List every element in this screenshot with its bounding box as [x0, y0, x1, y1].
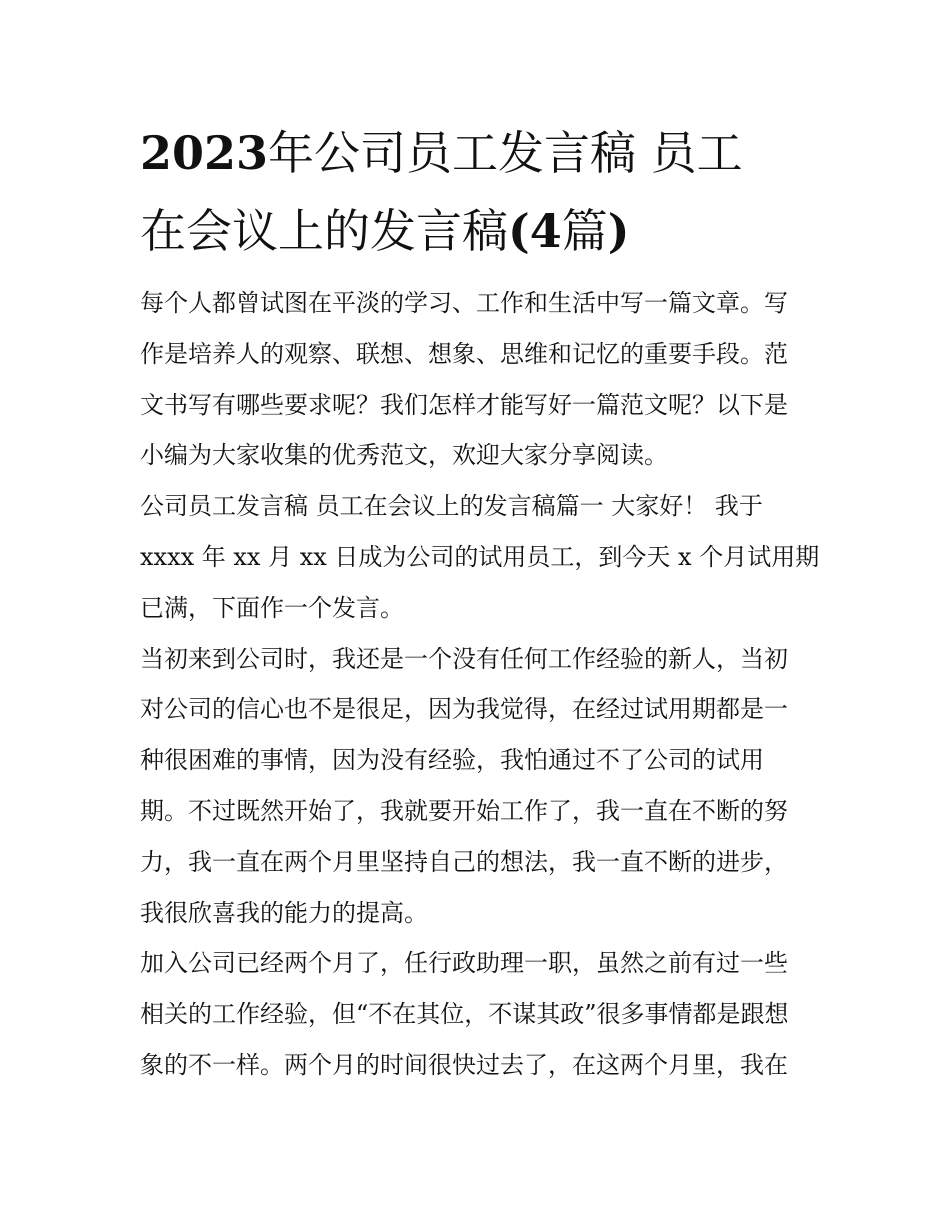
text-line: 作是培养人的观察、联想、想象、思维和记忆的重要手段。范: [140, 339, 788, 368]
text-line: 已满，下面作一个发言。: [140, 593, 404, 622]
text-line: 每个人都曾试图在平淡的学习、工作和生活中写一篇文章。写: [140, 289, 788, 317]
text-line: 种很困难的事情，因为没有经验，我怕通过不了公司的试用: [140, 746, 764, 775]
text-line: 相关的工作经验，但“不在其位，不谋其政”很多事情都是跟想: [140, 1000, 789, 1029]
text-line: 小编为大家收集的优秀范文，欢迎大家分享阅读。: [140, 441, 668, 470]
paragraph-speech-opening: [140, 481, 820, 633]
title-line-1: [140, 114, 820, 192]
document-title: [140, 114, 820, 270]
text-line: 期。不过既然开始了，我就要开始工作了，我一直在不断的努: [140, 796, 788, 825]
text-line: 我很欣喜我的能力的提高。: [140, 898, 428, 927]
title-count-close: ): [607, 204, 630, 258]
text-line: xxxx 年 xx 月 xx 日成为公司的试用员工，到今天 x 个月试用期: [140, 542, 820, 571]
title-line-1-text: 年公司员工发言稿 员工: [268, 126, 743, 180]
title-count-unit: 篇: [561, 204, 608, 258]
text-line: 象的不一样。两个月的时间很快过去了，在这两个月里，我在: [140, 1050, 788, 1079]
title-count-open: (4: [508, 204, 562, 258]
title-line-2: [140, 192, 820, 270]
title-line-2-text: 在会议上的发言稿: [140, 204, 508, 258]
text-line: 公司员工发言稿 员工在会议上的发言稿篇一 大家好！ 我于: [140, 492, 763, 521]
text-line: 文书写有哪些要求呢？我们怎样才能写好一篇范文呢？以下是: [140, 390, 788, 419]
paragraph-intro: [140, 278, 815, 481]
text-line: 当初来到公司时，我还是一个没有任何工作经验的新人，当初: [140, 644, 788, 673]
paragraph-first-impressions: [140, 634, 815, 939]
title-year: 2023: [140, 126, 269, 180]
text-line: 加入公司已经两个月了，任行政助理一职，虽然之前有过一些: [140, 949, 788, 978]
paragraph-two-months: [140, 938, 815, 1090]
text-line: 力，我一直在两个月里坚持自己的想法，我一直不断的进步，: [140, 847, 788, 876]
document-body: [140, 278, 820, 1091]
text-line: 对公司的信心也不是很足，因为我觉得，在经过试用期都是一: [140, 695, 788, 724]
